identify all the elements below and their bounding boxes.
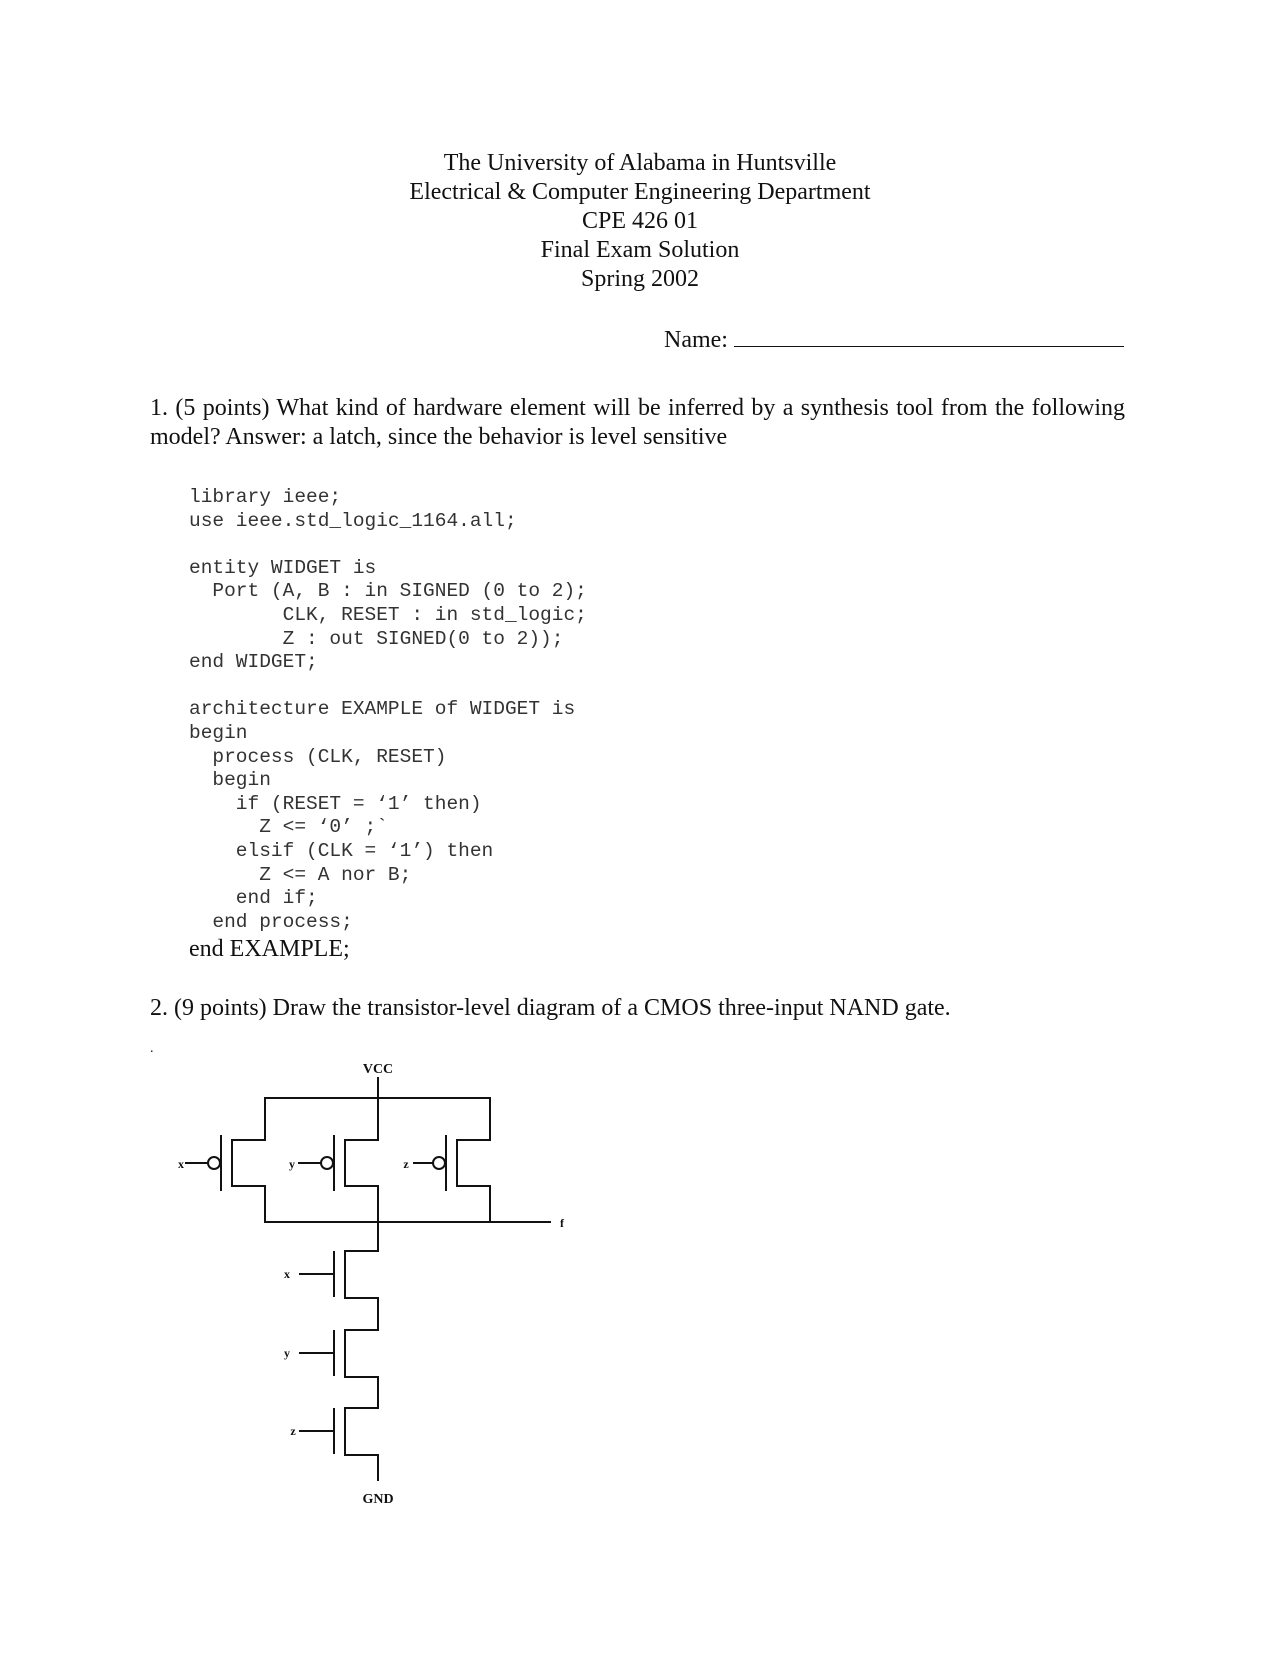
nmos-z-label: z [290,1424,296,1438]
vcc-label: VCC [362,1062,394,1077]
nmos-x-label: x [284,1267,290,1281]
exam-title: Final Exam Solution [540,237,740,263]
name-label: Name: [664,327,728,353]
exam-term: Spring 2002 [580,266,699,292]
nmos-transistor-z [300,1408,378,1455]
output-label: f [560,1216,564,1230]
course-number: CPE 426 01 [581,208,698,234]
stray-mark: . [150,1041,154,1056]
department-name: Electrical & Computer Engineering Department [409,179,871,205]
question-1-text: 1. (5 points) What kind of hardware element will be inferred by a synthesis tool from the following model? Answer: a latch, since the behavior is level sensitive [150,395,1125,450]
pmos-transistor-y [299,1098,378,1222]
pmos-x-label: x [178,1157,184,1171]
pmos-transistor-z [414,1098,490,1222]
nmos-transistor-x [300,1251,378,1298]
university-name: The University of Alabama in Huntsville [443,150,837,176]
vhdl-code-end-line: end EXAMPLE; [189,936,350,962]
gnd-label: GND [362,1492,394,1507]
pmos-y-label: y [289,1157,295,1171]
vhdl-code-block: library ieee; use ieee.std_logic_1164.all; entity WIDGET is Port (A, B : in SIGNED (0 to 2); CLK, RESET : in std_logic; Z : out SIGNED(0 to 2)); end WIDGET; architecture EXAMPLE of WIDGET is begin process (CLK, RESET) begin if (RESET = ‘1’ then) Z <= ‘0’ ;` elsif (CLK = ‘1’) then Z <= A nor B; end if; end process; [189,486,587,933]
pmos-transistor-x [186,1098,265,1222]
nmos-transistor-y [300,1330,378,1377]
pmos-z-label: z [403,1157,409,1171]
nmos-y-label: y [284,1346,290,1360]
question-2-text: 2. (9 points) Draw the transistor-level diagram of a CMOS three-input NAND gate. [150,995,951,1021]
